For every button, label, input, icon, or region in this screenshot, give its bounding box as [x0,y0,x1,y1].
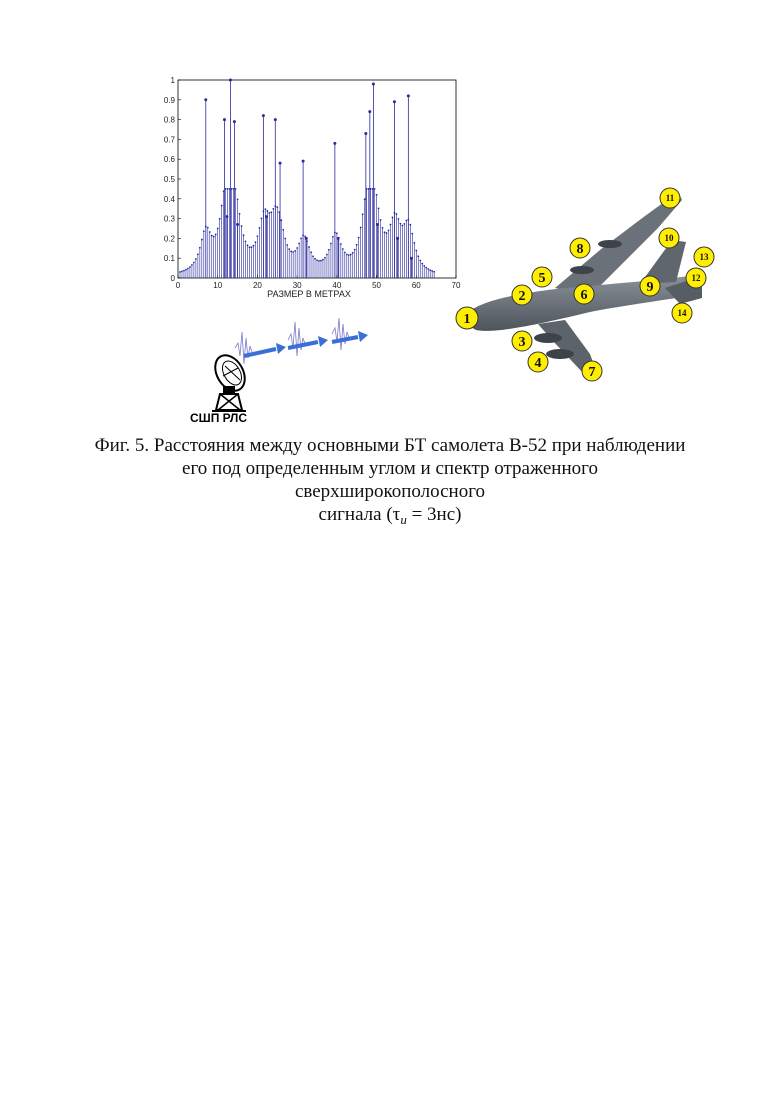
scatter-center-marker [456,307,478,329]
peak-point [204,98,207,101]
y-tick-label: 0 [170,274,175,283]
scatter-center-marker [659,228,679,248]
stem-point [231,188,233,190]
stem-point [209,231,211,233]
peak-point [223,118,226,121]
stem-point [332,236,334,238]
caption-line-1: Фиг. 5. Расстояния между основными БТ самолета B-52 при наблюдении [94,435,686,456]
stem-point [280,219,282,221]
y-tick-label: 1 [170,76,175,85]
stem-point [340,243,342,245]
stem-point [392,217,394,219]
y-tick-label: 0.2 [163,234,175,244]
stem-point [421,263,423,265]
stem-point [199,247,201,249]
stem-point [247,244,249,246]
scatter-center-marker [532,267,552,287]
stem-point [272,208,274,210]
stem-point [292,251,294,253]
scatter-center-marker [528,352,548,372]
peak-point [279,162,282,165]
x-tick-label: 20 [252,281,262,290]
stem-point [419,260,421,262]
peak-point [274,118,277,121]
stem-point [411,233,413,235]
marker-number: 13 [699,252,709,262]
stem-point [207,227,209,229]
y-tick-label: 0.6 [163,155,175,165]
stem-point [221,205,223,207]
stem-point [197,253,199,255]
stem-point [187,268,189,270]
stem-point [193,262,195,264]
stem-point [235,188,237,190]
stem-point [384,231,386,233]
stem-point [268,212,270,214]
stem-point [298,243,300,245]
x-axis-label: РАЗМЕР В МЕТРАХ [267,289,351,299]
stem-point [215,233,217,235]
stem-point [251,246,253,248]
peak-point [302,160,305,163]
peak-point [333,142,336,145]
peak-point [407,94,410,97]
stem-point [253,245,255,247]
stem-point [294,250,296,252]
stem-point [427,268,429,270]
stem-point [243,234,245,236]
stem-point [314,258,316,260]
stem-point [364,198,366,200]
caption-line-3 [90,503,690,531]
stem-point [388,229,390,231]
y-tick-label: 0.1 [163,254,175,264]
stem-point [276,206,278,208]
stem-point [324,257,326,259]
caption-line-2: его под определенным углом и спектр отраженного сверхширокополосного [182,458,598,502]
stem-point [318,260,320,262]
stem-point [362,213,364,215]
stem-point [270,211,272,213]
stem-point [219,218,221,220]
stem-point [183,270,185,272]
stem-point [344,252,346,254]
marker-number: 4 [534,356,542,371]
marker-number: 9 [646,280,654,295]
x-tick-label: 60 [411,281,421,290]
marker-number: 12 [691,273,701,283]
stem-point [201,239,203,241]
stem-point [181,270,183,272]
stem-point [261,217,263,219]
stem-point [185,269,187,271]
peak-point [393,100,396,103]
stem-point [259,227,261,229]
stem-point [308,246,310,248]
x-tick-label: 0 [175,281,181,290]
y-tick-label: 0.4 [163,194,175,204]
peak-point [337,237,340,240]
stem-point [257,235,259,237]
stem-point [330,243,332,245]
scatter-center-marker [686,268,706,288]
marker-number: 11 [665,193,675,203]
stem-point [400,223,402,225]
marker-number: 8 [576,242,584,257]
stem-point [413,242,415,244]
stem-point [368,188,370,190]
stem-point [423,265,425,267]
stem-point [396,213,398,215]
marker-number: 14 [677,308,687,318]
caption-tau-subscript: и [400,512,407,527]
scatter-center-marker [574,284,594,304]
figure [0,0,780,527]
stem-point [286,244,288,246]
stem-point [284,238,286,240]
stem-point [320,260,322,262]
stem-point [431,270,433,272]
stem-point [348,254,350,256]
peak-point [265,215,268,218]
peak-point [396,237,399,240]
stem-point [245,241,247,243]
scatter-center-marker [570,238,590,258]
scatter-center-marker [694,247,714,267]
stem-point [415,250,417,252]
radar-antenna-illustration [180,318,380,413]
peak-point [410,257,413,260]
stem-point [386,232,388,234]
stem-point [310,251,312,253]
marker-number: 10 [664,233,674,243]
stem-point [374,188,376,190]
caption-line-3-pre: сигнала (τ [318,504,401,525]
stem-point [300,237,302,239]
stem-point [213,236,215,238]
marker-number: 5 [538,271,546,286]
stem-point [417,255,419,257]
stem-point [264,208,266,210]
peak-point [376,223,379,226]
scatter-center-marker [640,276,660,296]
stem-point [211,235,213,237]
stem-point [266,210,268,212]
stem-point [288,248,290,250]
stem-point [179,271,181,273]
stem-point [346,254,348,256]
x-tick-label: 10 [213,281,223,290]
stem-point [382,227,384,229]
stem-point [429,269,431,271]
stem-point [195,258,197,260]
marker-number: 3 [518,335,526,350]
stem-point [425,267,427,269]
stem-point [328,249,330,251]
stem-point [336,232,338,234]
y-tick-label: 0.7 [163,135,175,145]
stem-point [390,224,392,226]
stem-point [217,228,219,230]
stem-point [290,251,292,253]
stem-point [326,254,328,256]
x-tick-label: 40 [332,281,342,290]
stem-point [403,223,405,225]
stem-point [433,271,435,273]
peak-point [229,79,232,82]
stem-point [296,247,298,249]
peak-point [225,215,228,218]
stem-point [227,188,229,190]
stem-point [409,224,411,226]
scatter-center-marker [582,361,602,381]
stem-point [352,252,354,254]
y-tick-label: 0.8 [163,115,175,125]
stem-point [316,259,318,261]
scatter-center-marker [660,188,680,208]
y-tick-label: 0.3 [163,214,175,224]
marker-number: 6 [580,288,588,303]
peak-point [236,223,239,226]
figure-caption [90,434,690,531]
x-tick-label: 50 [372,281,382,290]
peak-point [372,82,375,85]
radar-label: СШП РЛС [190,411,248,425]
stem-point [378,207,380,209]
scatter-center-marker [672,303,692,323]
stem-point [354,249,356,251]
stem-point [401,225,403,227]
peak-point [233,120,236,123]
stem-point [237,198,239,200]
peak-point [368,110,371,113]
x-tick-label: 30 [292,281,302,290]
stem-point [203,230,205,232]
stem-point [342,248,344,250]
stem-point [225,188,227,190]
b52-aircraft-illustration [440,178,709,388]
stem-point [358,237,360,239]
x-tick-label: 70 [451,281,461,290]
stem-point [255,241,257,243]
marker-number: 1 [463,312,471,327]
scatter-center-marker [512,285,532,305]
stem-point [282,229,284,231]
stem-point [360,227,362,229]
scatter-center-marker [512,331,532,351]
caption-line-3-post: = 3нс) [406,504,462,525]
stem-point [376,194,378,196]
y-tick-label: 0.5 [163,175,175,184]
peak-point [364,132,367,135]
stem-point [398,218,400,220]
stem-point [356,244,358,246]
stem-point [322,259,324,261]
marker-number: 7 [588,365,596,380]
stem-point [350,254,352,256]
peak-point [262,114,265,117]
stem-point [312,255,314,257]
stem-point [239,213,241,215]
peak-point [305,237,308,240]
stem-point [249,246,251,248]
stem-point [241,225,243,227]
arrow-icon [244,331,368,356]
stem-point [405,220,407,222]
spectrum-chart [150,72,470,297]
stem-point [380,219,382,221]
stem-point [189,266,191,268]
y-tick-label: 0.9 [163,95,175,105]
marker-number: 2 [518,289,526,304]
stem-point [191,264,193,266]
